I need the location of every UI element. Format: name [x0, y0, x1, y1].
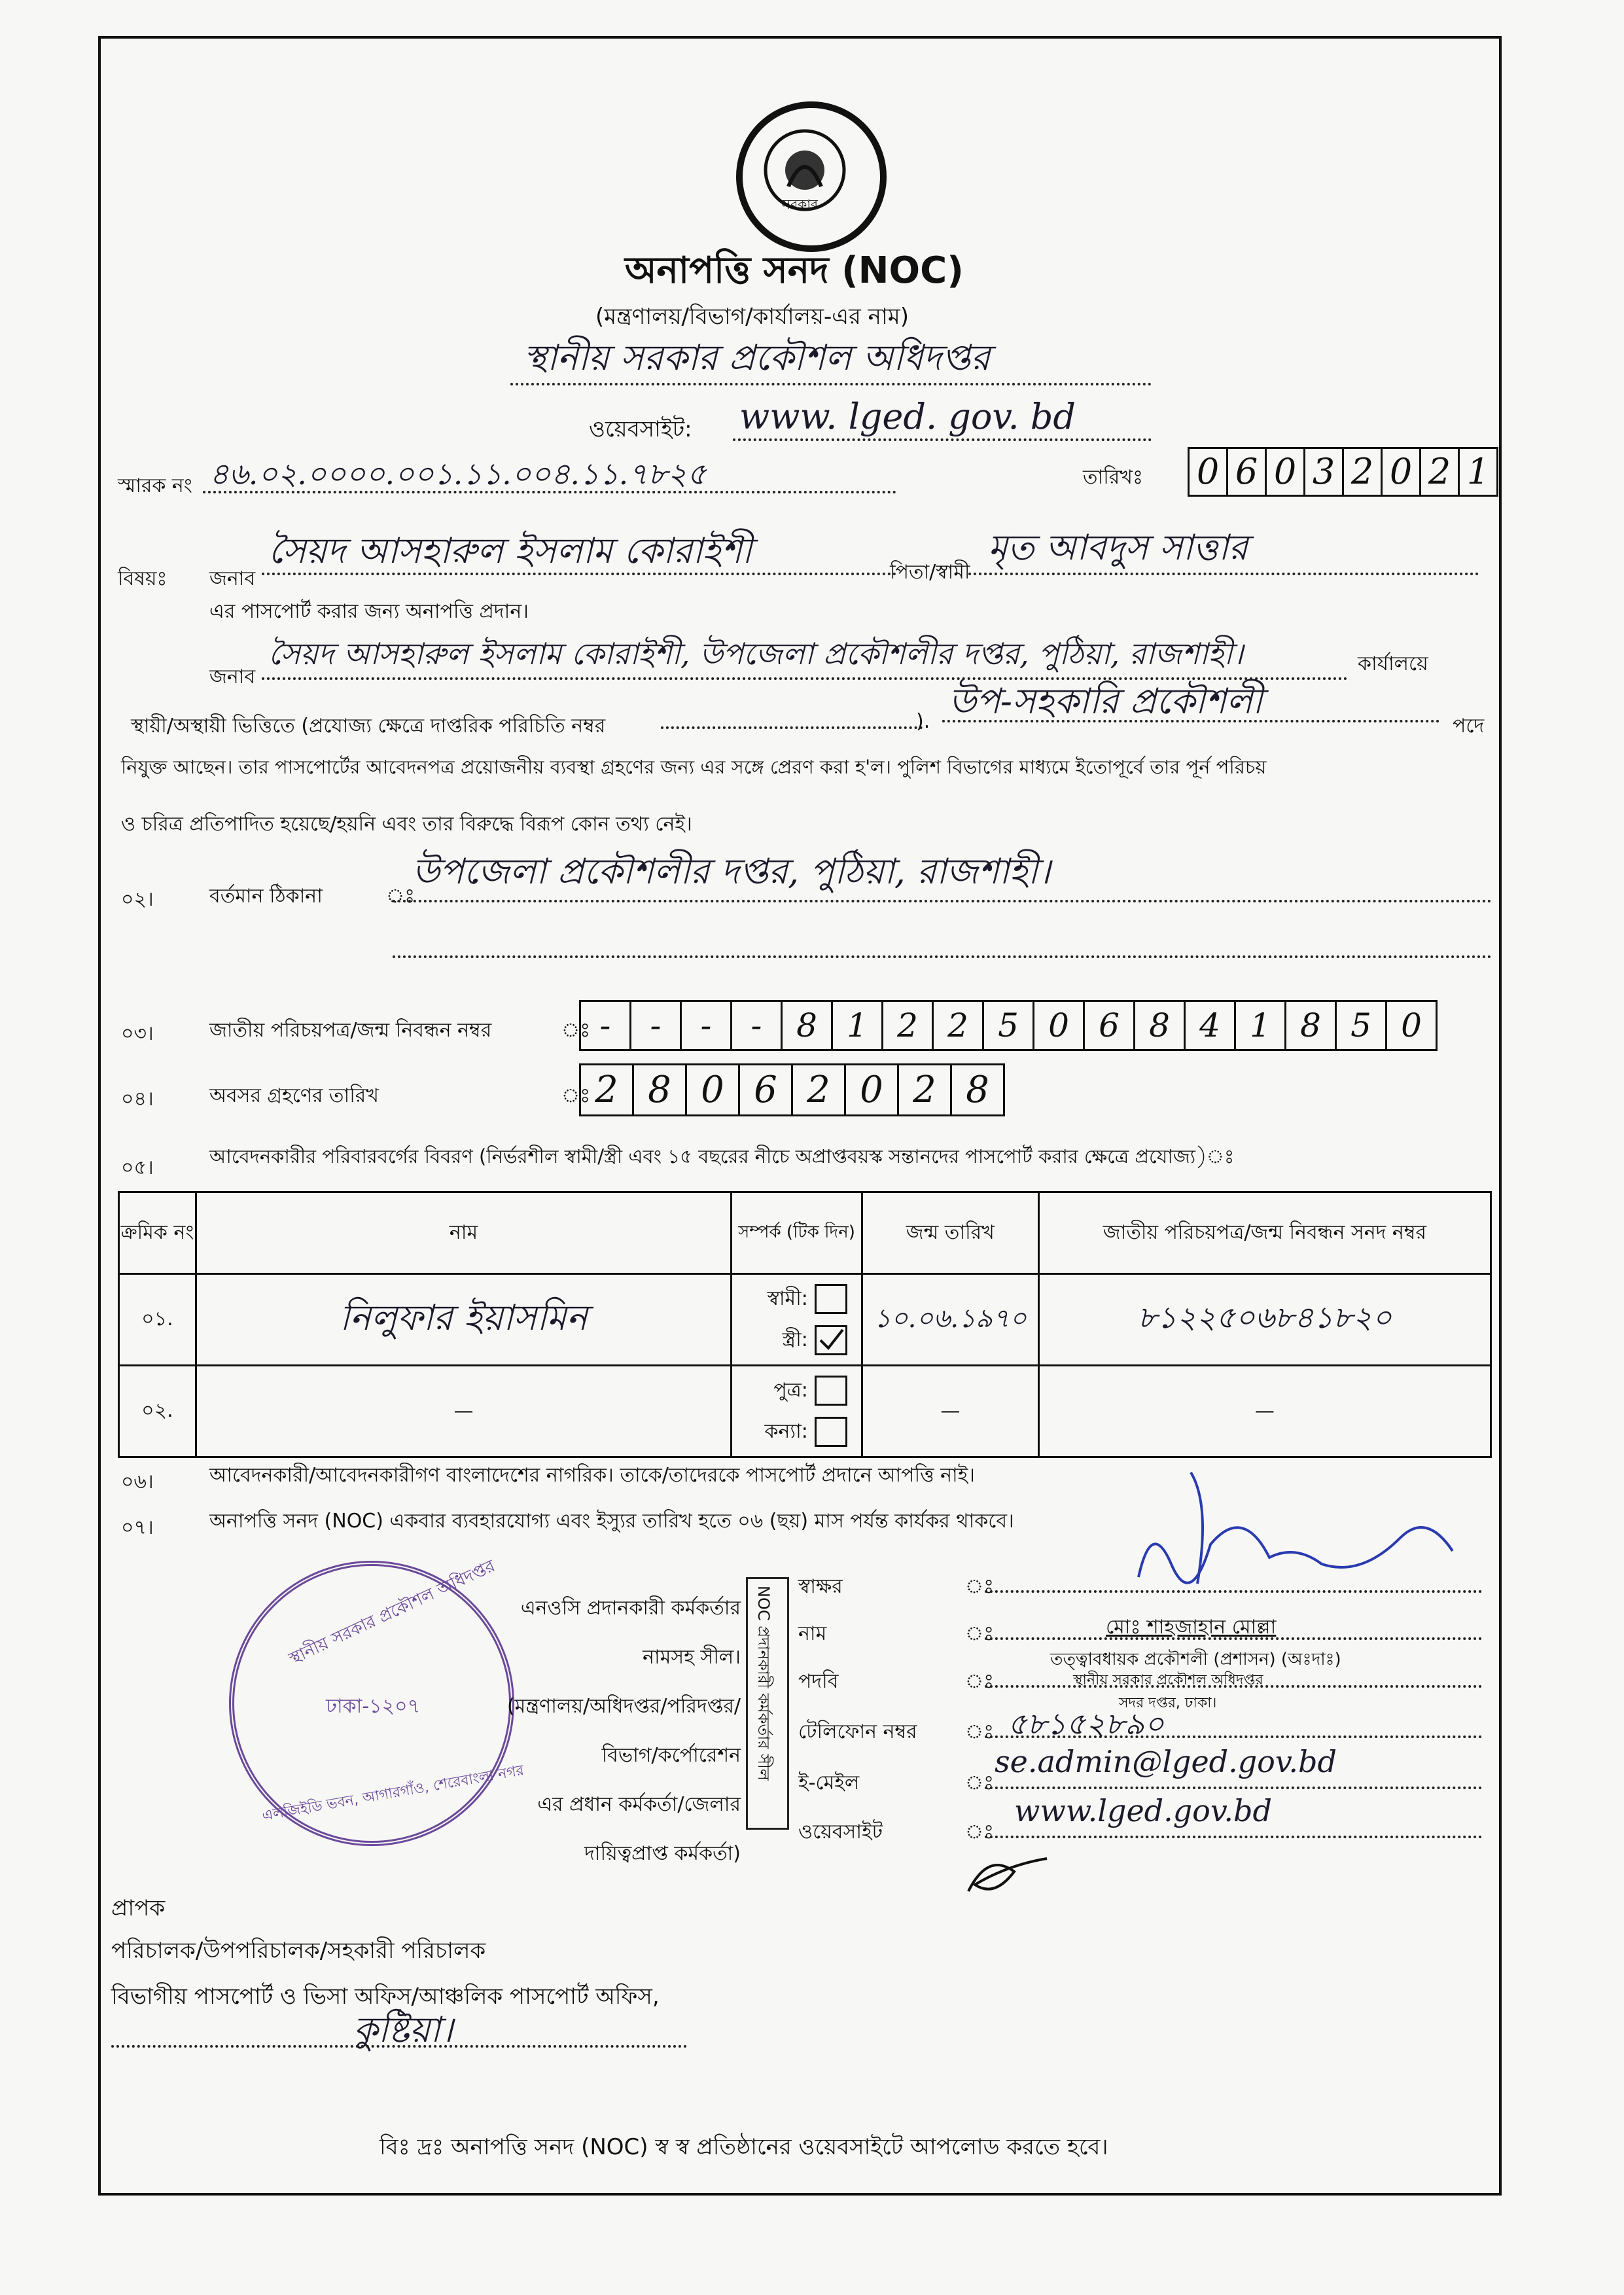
item-06-text: আবেদনকারী/আবেদনকারীগণ বাংলাদেশের নাগরিক। তাকে/তাদেরকে পাসপোর্ট প্রদানে আপত্তি নাই।	[209, 1464, 976, 1487]
ministry-label: (মন্ত্রণালয়/বিভাগ/কার্যালয়-এর নাম)	[595, 304, 909, 330]
nid-digit-box	[579, 1000, 1438, 1051]
item-04-label: অবসর গ্রহণের তারিখ	[209, 1084, 379, 1107]
office-suffix: কার্যালয়ে	[1358, 652, 1428, 675]
row-dob: —	[862, 1366, 1038, 1457]
memo-label: স্মারক নং	[118, 474, 192, 497]
retirement-digit: 2	[581, 1065, 634, 1114]
father-name: মৃত আবদুস সাত্তার	[988, 527, 1248, 568]
nid-digit: 4	[1186, 1002, 1236, 1049]
relation-label-husband: স্বামী:	[767, 1287, 808, 1310]
document-title: অনাপত্তি সনদ (NOC)	[625, 249, 964, 292]
seal-text-bottom: সরকার	[782, 196, 819, 212]
name-label: নাম	[798, 1622, 827, 1645]
initial-signature-icon	[949, 1832, 1067, 1911]
item-04-colon: ঃ	[561, 1084, 591, 1107]
item-06-no: ০৬।	[121, 1470, 154, 1493]
officer-name: মোঃ শাহজাহান মোল্লা	[1106, 1616, 1277, 1639]
nid-digit: 1	[833, 1002, 883, 1049]
family-table	[118, 1191, 1492, 1458]
relation-label-son: পুত্র:	[773, 1378, 808, 1402]
row-nid: —	[1038, 1366, 1491, 1457]
date-digit: 3	[1305, 449, 1344, 495]
row-name: —	[196, 1366, 731, 1457]
row-nid: ৮১২২৫০৬৮৪১৮২০	[1038, 1274, 1491, 1366]
nid-digit: 8	[783, 1002, 833, 1049]
son-checkbox[interactable]	[815, 1376, 847, 1406]
phone-label: টেলিফোন নম্বর	[798, 1720, 917, 1743]
retirement-digit: 6	[740, 1065, 793, 1114]
retirement-digit: 2	[793, 1065, 846, 1114]
subject-line2: এর পাসপোর্ট করার জন্য অনাপত্তি প্রদান।	[209, 600, 529, 623]
item-03-colon: ঃ	[561, 1019, 591, 1042]
memo-value: ৪৬.০২.০০০০.০০১.১১.০০৪.১১.৭৮২৫	[209, 456, 707, 491]
nid-digit: 2	[883, 1002, 934, 1049]
nid-digit: 5	[984, 1002, 1034, 1049]
pade-label: পদে	[1453, 715, 1485, 738]
ministry-name: স্থানীয় সরকার প্রকৌশল অধিদপ্তর	[523, 337, 991, 378]
header-name: নাম	[196, 1192, 731, 1274]
subject-label: বিষয়ঃ	[118, 567, 168, 590]
item-02-address: উপজেলা প্রকৌশলীর দপ্তর, পুঠিয়া, রাজশাহী।	[412, 851, 1051, 892]
retirement-digit: 8	[966, 1069, 989, 1111]
nid-digit: 0	[1034, 1002, 1085, 1049]
date-digit: 2	[1344, 449, 1383, 495]
row-serial: ০১.	[119, 1274, 196, 1366]
officer-left-line1: এনওসি প্রদানকারী কর্মকর্তার	[520, 1597, 741, 1620]
date-digit-box	[1188, 447, 1498, 497]
item-03-no: ০৩।	[121, 1022, 154, 1045]
item-03-label: জাতীয় পরিচয়পত্র/জন্ম নিবন্ধন নম্বর	[209, 1019, 492, 1042]
date-digit: 6	[1228, 449, 1267, 495]
checkmark-icon	[817, 1327, 845, 1353]
date-digit: 0	[1190, 449, 1228, 495]
row-serial: ০২.	[119, 1366, 196, 1457]
recipient-place: কুষ্টিয়া।	[353, 2009, 453, 2050]
nid-digit: 8	[1135, 1002, 1186, 1049]
office-round-stamp	[229, 1556, 525, 1846]
officer-signature-icon	[1112, 1466, 1479, 1597]
wife-checkbox[interactable]	[815, 1325, 847, 1355]
recipient-line2: বিভাগীয় পাসপোর্ট ও ভিসা অফিস/আঞ্চলিক পাসপোর্ট অফিস,	[111, 1984, 660, 2010]
item-02-label: বর্তমান ঠিকানা	[209, 885, 323, 908]
designation-label: পদবি	[798, 1670, 839, 1693]
retirement-digit: 0	[687, 1065, 740, 1114]
website-label: ওয়েবসাইট:	[589, 416, 692, 442]
email-label: ই-মেইল	[798, 1771, 860, 1794]
footer-note: বিঃ দ্রঃ অনাপত্তি সনদ (NOC) স্ব স্ব প্রতিষ্ঠানের ওয়েবসাইটে আপলোড করতে হবে।	[380, 2134, 1108, 2160]
row-dob: ১০.০৬.১৯৭০	[862, 1274, 1038, 1366]
basis-end: ).	[916, 710, 930, 733]
nid-digit: -	[732, 1002, 783, 1049]
officer-website: www.lged.gov.bd	[1014, 1793, 1272, 1828]
body-janab: জনাব	[209, 666, 256, 688]
name-colon: ঃ	[965, 1622, 995, 1645]
retirement-digit-box	[579, 1063, 1005, 1116]
officer-left-line3: (মন্ত্রণালয়/অধিদপ্তর/পরিদপ্তর/	[506, 1695, 741, 1718]
officer-left-line5: এর প্রধান কর্মকর্তা/জেলার	[537, 1793, 741, 1816]
father-label: পিতা/স্বামী	[890, 561, 970, 584]
table-row	[119, 1366, 1491, 1457]
website-value: www. lged. gov. bd	[739, 396, 1076, 437]
phone-colon: ঃ	[965, 1720, 995, 1743]
item-07-no: ০৭।	[121, 1516, 154, 1539]
item-02-no: ০২।	[121, 888, 154, 911]
item-04-no: ০৪।	[121, 1088, 154, 1111]
round-stamp-line1: স্থানীয় সরকার প্রকৌশল অধিদপ্তর	[286, 1556, 499, 1669]
designation-colon: ঃ	[965, 1670, 995, 1693]
officer-email: se.admin@lged.gov.bd	[995, 1744, 1337, 1779]
nid-digit: 5	[1337, 1002, 1387, 1049]
body-para1: নিযুক্ত আছেন। তার পাসপোর্টের আবেদনপত্র প্রয়োজনীয় ব্যবস্থা গ্রহণের জন্য এর সঙ্গে প্রেরণ করা হ'ল। পুলিশ বিভাগের মাধ্যমে ইতোপূর্বে তার পূর্ন পরিচয়	[121, 756, 1267, 778]
husband-checkbox[interactable]	[815, 1284, 847, 1314]
nid-digit: -	[682, 1002, 732, 1049]
date-label: তারিখঃ	[1083, 466, 1143, 489]
nid-digit: 6	[1085, 1002, 1135, 1049]
item-05-no: ০৫।	[121, 1156, 154, 1179]
header-relation: সম্পর্ক (টিক দিন)	[732, 1192, 862, 1274]
basis-text: স্থায়ী/অস্থায়ী ভিত্তিতে (প্রযোজ্য ক্ষেত্রে দাপ্তরিক পরিচিতি নম্বর	[131, 715, 606, 738]
table-row	[119, 1274, 1491, 1366]
body-name-office: সৈয়দ আসহারুল ইসলাম কোরাইশী, উপজেলা প্রকৌশলীর দপ্তর, পুঠিয়া, রাজশাহী।	[268, 636, 1244, 671]
subject-janab: জনাব	[209, 567, 256, 590]
item-05-label: আবেদনকারীর পরিবারবর্গের বিবরণ (নির্ভরশীল স্বামী/স্ত্রী এবং ১৫ বছরের নীচে অপ্রাপ্তবয়স্ক সন্তানদের পাসপোর্ট করার ক্ষেত্রে প্রযোজ্য)ঃ	[209, 1145, 1235, 1167]
nid-digit: 1	[1236, 1002, 1286, 1049]
date-digit: 0	[1267, 449, 1305, 495]
row-relation	[732, 1274, 862, 1366]
nid-digit: 0	[1401, 1006, 1422, 1044]
daughter-checkbox[interactable]	[815, 1417, 847, 1447]
nid-digit: 2	[934, 1002, 984, 1049]
officer-left-line6: দায়িত্বপ্রাপ্ত কর্মকর্তা)	[584, 1842, 741, 1865]
signature-colon: ঃ	[965, 1575, 995, 1598]
noc-officer-seal-vertical	[746, 1577, 789, 1830]
nid-digit: 8	[1286, 1002, 1337, 1049]
signature-label: স্বাক্ষর	[798, 1575, 843, 1598]
designation-value: উপ-সহকারি প্রকৌশলী	[949, 681, 1263, 722]
officer-designation-2: স্থানীয় সরকার প্রকৌশল অধিদপ্তর	[1073, 1672, 1263, 1688]
officer-phone: ৫৮১৫২৮৯০	[1008, 1706, 1164, 1741]
row-relation	[732, 1366, 862, 1457]
subject-name: সৈয়দ আসহারুল ইসলাম কোরাইশী	[268, 530, 752, 571]
header-serial: ক্রমিক নং	[119, 1192, 196, 1274]
officer-left-line4: বিভাগ/কর্পোরেশন	[601, 1744, 741, 1767]
round-stamp-line3: এলজিইডি ভবন, আগারগাঁও, শেরেবাংলা নগর	[260, 1762, 525, 1825]
retirement-digit: 0	[846, 1065, 899, 1114]
retirement-digit: 2	[899, 1065, 952, 1114]
date-digit: 2	[1421, 449, 1460, 495]
relation-label-daughter: কন্যা:	[764, 1419, 808, 1443]
nid-digit: -	[631, 1002, 682, 1049]
row-name: নিলুফার ইয়াসমিন	[196, 1274, 731, 1366]
date-digit: 1	[1466, 451, 1490, 492]
relation-label-wife: স্ত্রী:	[782, 1328, 808, 1351]
item-02-colon: ঃ	[386, 885, 415, 908]
officer-designation: তত্ত্বাবধায়ক প্রকৌশলী (প্রশাসন) (অঃদাঃ)	[1050, 1650, 1341, 1669]
header-dob: জন্ম তারিখ	[862, 1192, 1038, 1274]
recipient-line1: পরিচালক/উপপরিচালক/সহকারী পরিচালক	[111, 1938, 486, 1964]
retirement-digit: 8	[634, 1065, 687, 1114]
web-colon: ঃ	[965, 1821, 995, 1843]
round-stamp-line2: ঢাকা-১২০৭	[326, 1695, 421, 1718]
recipient-label: প্রাপক	[111, 1895, 166, 1921]
officer-left-line2: নামসহ সীল।	[643, 1646, 741, 1669]
email-colon: ঃ	[965, 1771, 995, 1794]
officer-left-text	[507, 1584, 741, 1878]
government-seal	[736, 101, 887, 252]
body-para2: ও চরিত্র প্রতিপাদিত হয়েছে/হয়নি এবং তার বিরুদ্ধে বিরূপ কোন তথ্য নেই।	[121, 813, 692, 836]
table-header-row	[119, 1192, 1491, 1274]
header-nid: জাতীয় পরিচয়পত্র/জন্ম নিবন্ধন সনদ নম্বর	[1038, 1192, 1491, 1274]
item-07-text: অনাপত্তি সনদ (NOC) একবার ব্যবহারযোগ্য এবং ইস্যুর তারিখ হতে ০৬ (ছয়) মাস পর্যন্ত কার্যকর থাকবে।	[209, 1510, 1014, 1533]
web-label: ওয়েবসাইট	[798, 1821, 883, 1843]
nid-digit: -	[581, 1002, 631, 1049]
date-digit: 0	[1383, 449, 1421, 495]
officer-designation-3: সদর দপ্তর, ঢাকা।	[1119, 1695, 1217, 1711]
vertical-stamp-text: NOC প্রদানকারী কর্মকর্তার সীল	[754, 1586, 773, 1781]
